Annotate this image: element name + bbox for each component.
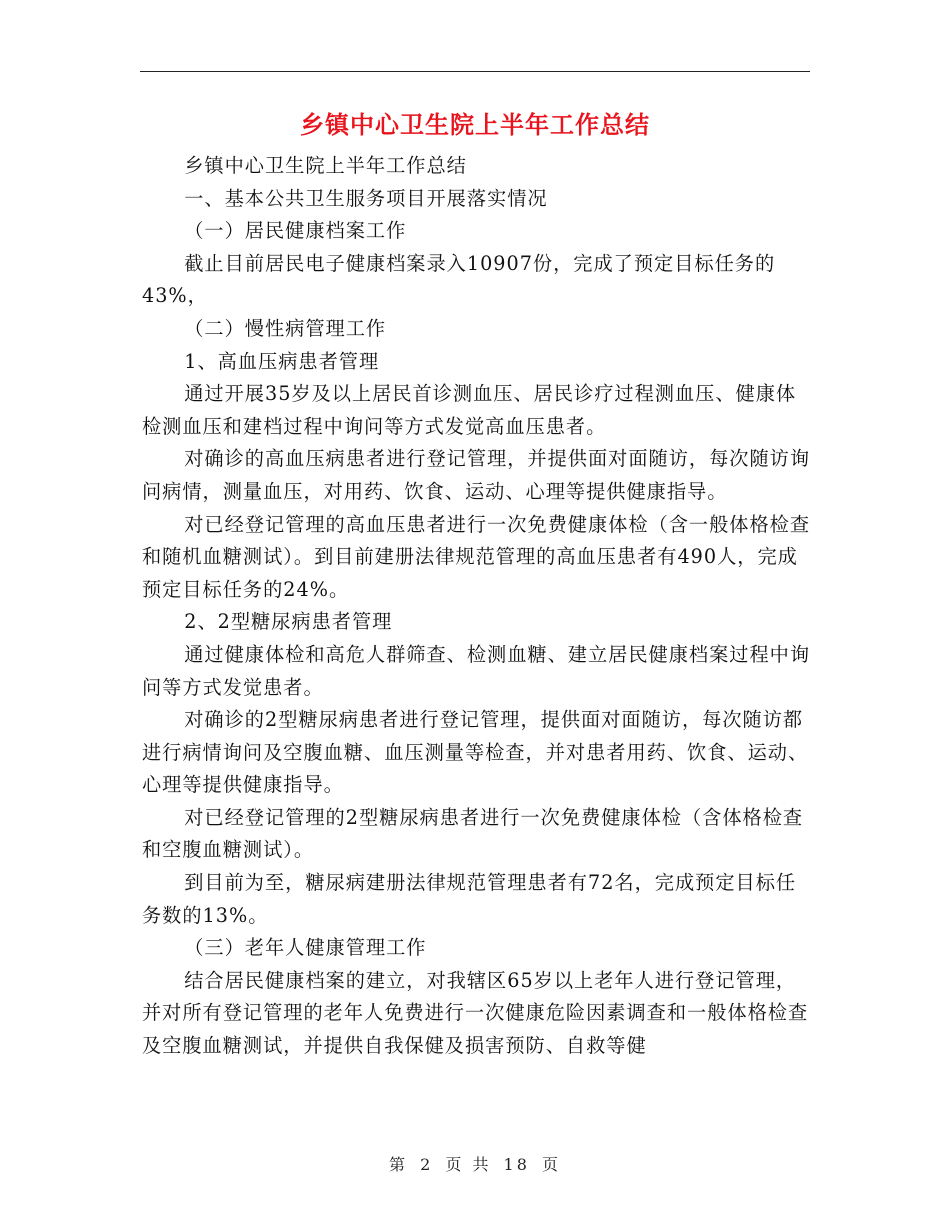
section-heading-1: 一、基本公共卫生服务项目开展落实情况 [184, 186, 548, 210]
footer-suffix: 页 [542, 1155, 562, 1174]
paragraph-elderly: 结合居民健康档案的建立，对我辖区65岁以上老年人进行登记管理，并对所有登记管理的老年人免费进行一次健康危险因素调查和一般体格检查及空腹血糖测试，并提供自我保健及损害预防、自救等健 [142, 968, 809, 1058]
paragraph-diabetes-checkup: 对已经登记管理的2型糖尿病患者进行一次免费健康体检（含体格检查和空腹血糖测试）。 [142, 805, 804, 862]
header-rule [140, 71, 810, 72]
subsection-heading-records: （一）居民健康档案工作 [184, 219, 407, 243]
subsection-heading-elderly: （三）老年人健康管理工作 [184, 936, 427, 960]
paragraph-subtitle: 乡镇中心卫生院上半年工作总结 [184, 154, 467, 177]
footer-middle: 页 共 [445, 1155, 492, 1174]
paragraph-diabetes-screening: 通过健康体检和高危人群筛查、检测血糖、建立居民健康档案过程中询问等方式发觉患者。 [142, 642, 811, 699]
paragraph-hypertension-followup: 对确诊的高血压病患者进行登记管理，并提供面对面随访，每次随访询问病情，测量血压，对用药、饮食、运动、心理等提供健康指导。 [142, 447, 811, 503]
paragraph-hypertension-screening: 通过开展35岁及以上居民首诊测血压、居民诊疗过程测血压、健康体检测血压和建档过程中询问等方式发觉高血压患者。 [142, 382, 797, 438]
item-heading-diabetes: 2、2型糖尿病患者管理 [184, 610, 393, 634]
footer-prefix: 第 [388, 1155, 408, 1174]
document-body [142, 150, 812, 1063]
footer-total-pages: 18 [503, 1155, 530, 1174]
item-heading-hypertension: 1、高血压病患者管理 [184, 349, 380, 373]
page-footer [0, 1152, 950, 1175]
paragraph-diabetes-followup: 对确诊的2型糖尿病患者进行登记管理，提供面对面随访，每次随访都进行病情询问及空腹血糖、血压测量等检查，并对患者用药、饮食、运动、心理等提供健康指导。 [142, 708, 809, 797]
document-title: 乡镇中心卫生院上半年工作总结 [300, 110, 650, 139]
footer-page-number: 2 [420, 1155, 434, 1174]
paragraph-records: 截止目前居民电子健康档案录入10907份，完成了预定目标任务的43%， [142, 251, 776, 308]
subsection-heading-chronic: （二）慢性病管理工作 [184, 316, 387, 340]
paragraph-hypertension-checkup: 对已经登记管理的高血压患者进行一次免费健康体检（含一般体格检查和随机血糖测试）。到目前建册法律规范管理的高血压患者有490人，完成预定目标任务的24%。 [142, 512, 811, 601]
paragraph-diabetes-progress: 到目前为至，糖尿病建册法律规范管理患者有72名，完成预定目标任务数的13%。 [142, 871, 797, 927]
